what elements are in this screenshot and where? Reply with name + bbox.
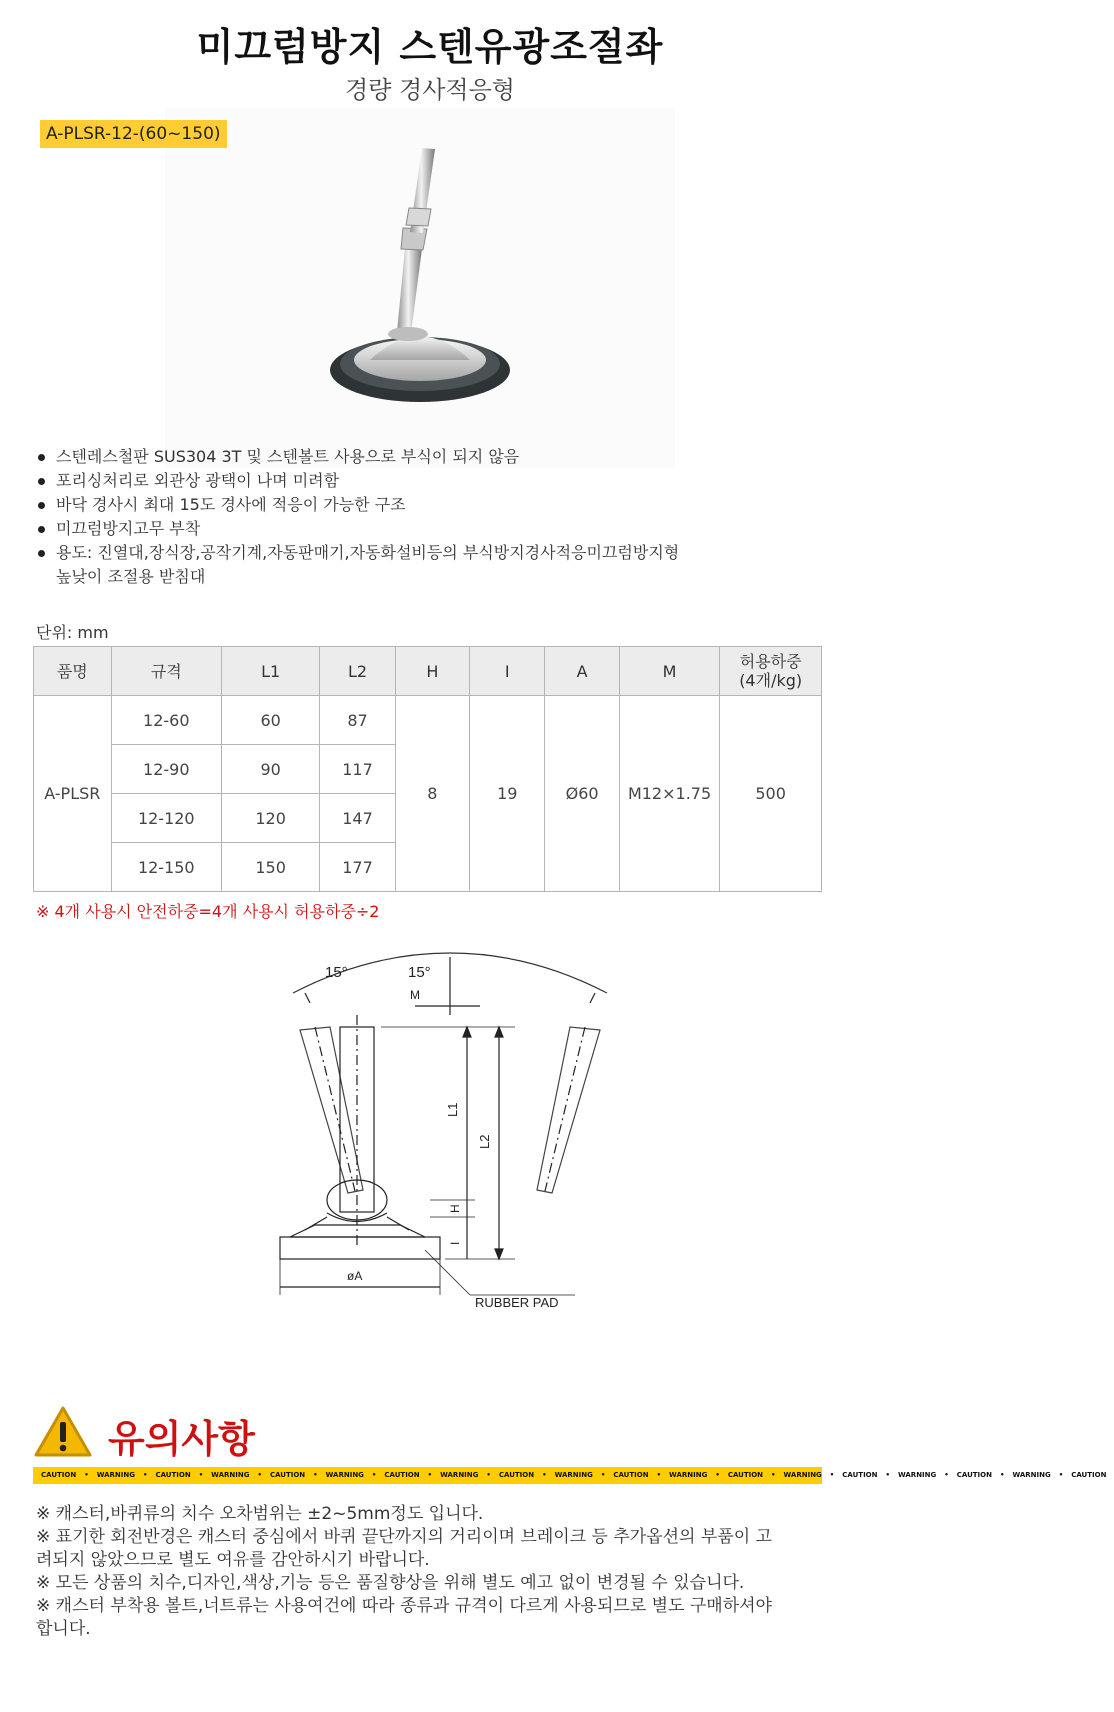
m-label: M <box>410 988 420 1002</box>
page-subtitle: 경량 경사적응형 <box>345 76 515 104</box>
tape-word: WARNING <box>554 1471 593 1479</box>
header-cell: 규격 <box>111 647 221 696</box>
notice-line: ※ 모든 상품의 치수,디자인,색상,기능 등은 품질향상을 위해 별도 예고 없이 변경될 수 있습니다. <box>36 1573 745 1593</box>
tape-word: WARNING <box>1012 1471 1051 1479</box>
h-label: H <box>448 1204 462 1213</box>
header-cell: 품명 <box>34 647 112 696</box>
spec-cell: 12-150 <box>111 843 221 892</box>
product-name-cell: A-PLSR <box>34 696 112 892</box>
i-label: I <box>448 1241 462 1245</box>
tape-word: WARNING <box>96 1471 135 1479</box>
feature-item: 바닥 경사시 최대 15도 경사에 적응이 가능한 구조 <box>36 493 816 517</box>
l1-label: L1 <box>445 1102 460 1117</box>
a-cell: Ø60 <box>545 696 619 892</box>
l2-cell: 177 <box>320 843 395 892</box>
angle-right-label: 15° <box>408 964 431 981</box>
caution-tape: CAUTION • WARNING • CAUTION • WARNING • CAUTION • WARNING • CAUTION • WARNING • CAUTION • WARNING • CAUTION • WARNING • CAUTION • WARNING • CAUTION • WARNING • CAUTION • WARNING • CAUTION <box>33 1467 822 1484</box>
notice-list <box>36 1503 826 1641</box>
notice-line: ※ 캐스터 부착용 볼트,너트류는 사용여건에 따라 종류과 규격이 다르게 사용되므로 별도 구매하셔야 <box>36 1596 772 1616</box>
tape-word: CAUTION <box>1071 1471 1107 1479</box>
l1-cell: 90 <box>221 745 319 794</box>
l1-cell: 150 <box>221 843 319 892</box>
l2-cell: 117 <box>320 745 395 794</box>
i-cell: 19 <box>470 696 545 892</box>
tape-word: CAUTION <box>384 1471 420 1479</box>
notice-line: ※ 표기한 회전반경은 캐스터 중심에서 바퀴 끝단까지의 거리이며 브레이크 등 추가옵션의 부품이 고 <box>36 1527 772 1547</box>
feature-list <box>36 445 816 589</box>
h-cell: 8 <box>395 696 469 892</box>
header-cell: L2 <box>320 647 395 696</box>
header-cell: H <box>395 647 469 696</box>
tape-word: CAUTION <box>155 1471 191 1479</box>
load-cell: 500 <box>720 696 822 892</box>
m-cell: M12×1.75 <box>619 696 720 892</box>
tape-word: WARNING <box>783 1471 822 1479</box>
header-cell: L1 <box>221 647 319 696</box>
tape-word: CAUTION <box>269 1471 306 1479</box>
table-row <box>34 696 822 745</box>
tape-word: CAUTION <box>41 1471 77 1479</box>
tape-word: CAUTION <box>727 1471 764 1479</box>
spec-cell: 12-60 <box>111 696 221 745</box>
feature-item: 스텐레스철판 SUS304 3T 및 스텐볼트 사용으로 부식이 되지 않음 <box>36 445 816 469</box>
l1-cell: 120 <box>221 794 319 843</box>
tape-word: WARNING <box>211 1471 250 1479</box>
notice-line: ※ 캐스터,바퀴류의 치수 오차범위는 ±2~5mm정도 입니다. <box>36 1504 484 1524</box>
feature-item: 미끄럼방지고무 부착 <box>36 517 816 541</box>
header-cell: I <box>470 647 545 696</box>
dimension-diagram <box>285 955 630 1375</box>
tape-word: CAUTION <box>613 1471 649 1479</box>
tape-word: WARNING <box>897 1471 937 1479</box>
header-cell: M <box>619 647 720 696</box>
l2-cell: 87 <box>320 696 395 745</box>
feature-item: 용도: 진열대,장식장,공작기계,자동판매기,자동화설비등의 부식방지경사적응미끄럼방지형 높낮이 조절용 받침대 <box>36 541 816 589</box>
model-label: A-PLSR-12-(60~150) <box>40 120 227 148</box>
page-title: 미끄럼방지 스텐유광조절좌 <box>196 25 664 69</box>
warning-icon <box>33 1405 93 1460</box>
caution-title: 유의사항 <box>108 1417 255 1461</box>
l2-cell: 147 <box>320 794 395 843</box>
feature-item: 포리싱처리로 외관상 광택이 나며 미려함 <box>36 469 816 493</box>
product-photo <box>165 108 675 468</box>
load-note: ※ 4개 사용시 안전하중=4개 사용시 허용하중÷2 <box>36 902 380 921</box>
l2-label: L2 <box>477 1134 492 1149</box>
a-label: øA <box>347 1269 363 1283</box>
header-cell: A <box>545 647 619 696</box>
rubber-pad-label: RUBBER PAD <box>475 1295 559 1310</box>
spec-cell: 12-90 <box>111 745 221 794</box>
angle-left-label: 15° <box>325 964 348 981</box>
tape-word: WARNING <box>325 1471 364 1479</box>
tape-word: WARNING <box>440 1471 479 1479</box>
spec-cell: 12-120 <box>111 794 221 843</box>
notice-line: 려되지 않았으므로 별도 여유를 감안하시기 바랍니다. <box>36 1550 430 1570</box>
tape-word: CAUTION <box>842 1471 878 1479</box>
notice-line: 합니다. <box>36 1619 91 1639</box>
tape-word: WARNING <box>669 1471 708 1479</box>
tape-word: CAUTION <box>956 1471 992 1479</box>
header-cell: 허용하중 (4개/kg) <box>720 647 822 696</box>
l1-cell: 60 <box>221 696 319 745</box>
unit-label: 단위: mm <box>36 623 109 642</box>
spec-table <box>33 646 822 892</box>
tape-word: CAUTION <box>498 1471 535 1479</box>
table-header-row <box>34 647 822 696</box>
